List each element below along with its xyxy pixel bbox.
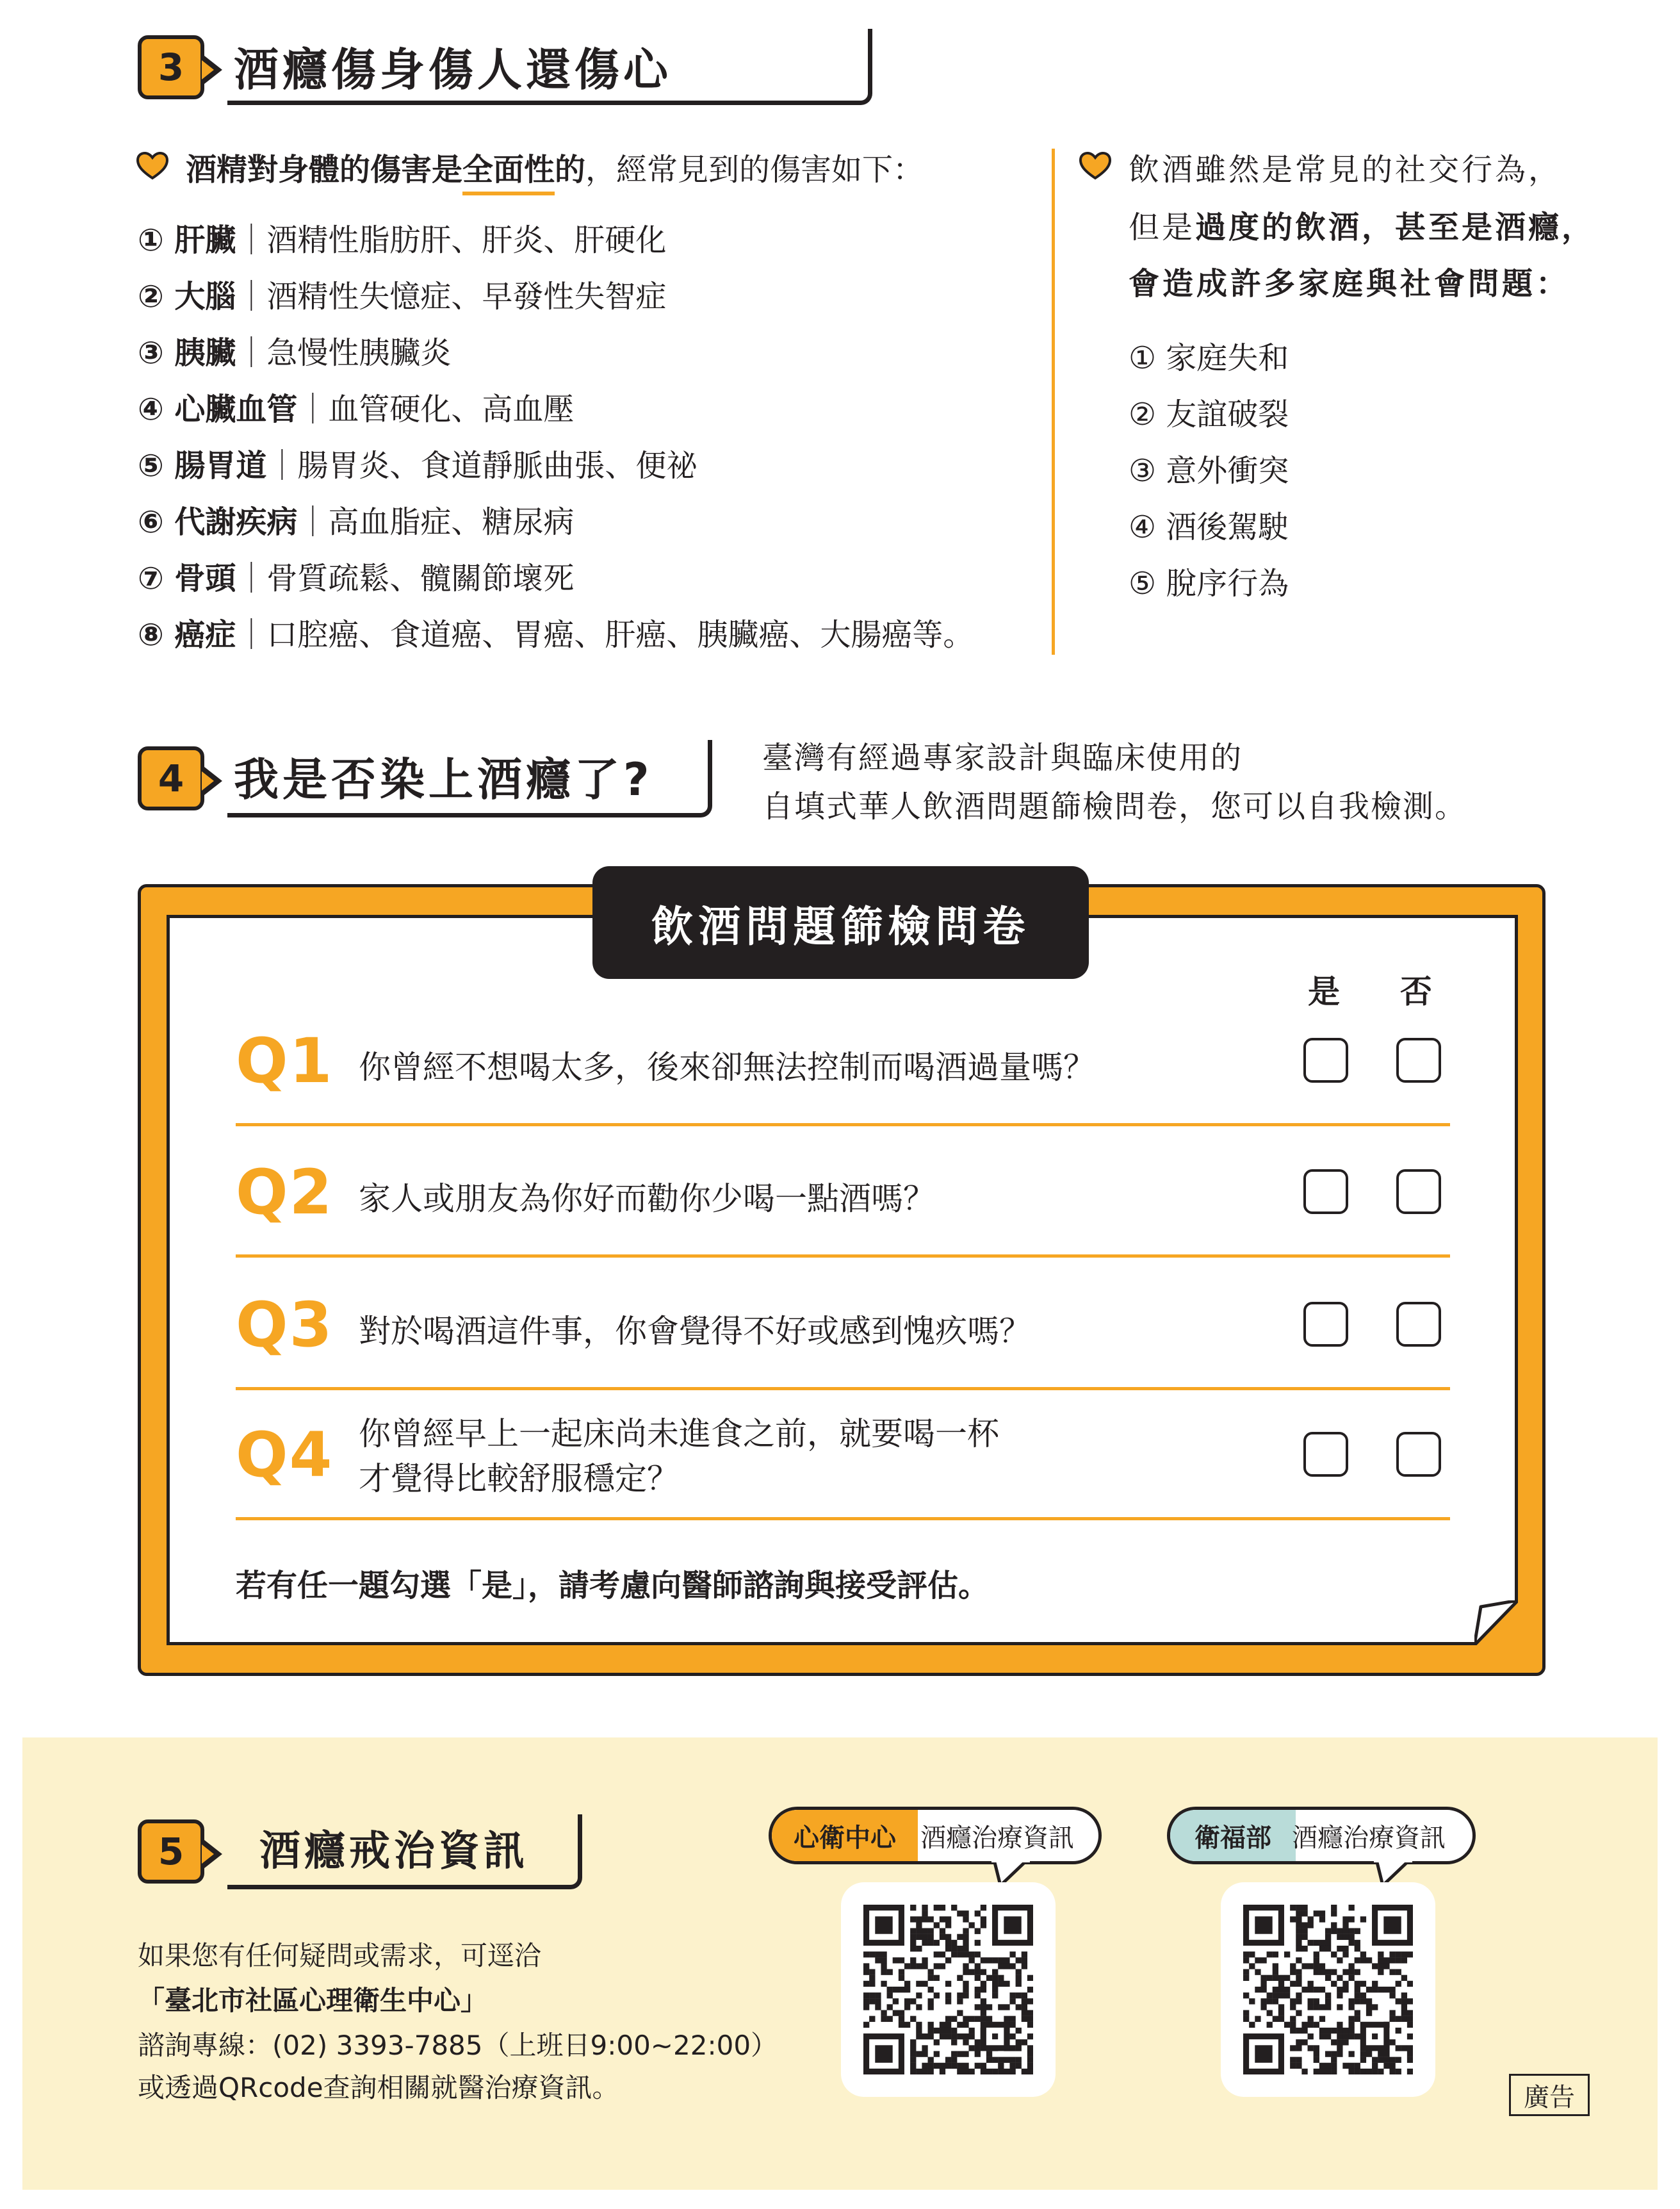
section-number: 4 (158, 757, 184, 800)
title-underline (227, 1814, 582, 1889)
social-problem-item: ⑤ 脫序行為 (1129, 566, 1289, 602)
contact-phone: 諮詢專線：(02) 3393-7885（上班日9:00~22:00） (138, 2030, 778, 2061)
harm-detail: 酒精性失憶症、早發性失智症 (266, 279, 667, 315)
questionnaire-footer-note: 若有任一題勾選「是」，請考慮向醫師諮詢與接受評估。 (236, 1568, 990, 1604)
harm-organ: ② 大腦 (138, 279, 236, 315)
harm-organ: ⑧ 癌症 (138, 617, 236, 653)
qr-code-icon[interactable] (1243, 1905, 1413, 2074)
harm-detail: 骨質疏鬆、髖關節壞死 (266, 561, 575, 596)
question-text-line2: 才覺得比較舒服穩定？ (359, 1460, 679, 1497)
social-heading-line2-pre: 但是 (1129, 209, 1196, 245)
ad-label: 廣告 (1509, 2074, 1590, 2116)
contact-center-name: 「臺北市社區心理衛生中心」 (138, 1985, 488, 2016)
question-text (359, 1173, 935, 1219)
question-number: Q3 (236, 1289, 334, 1361)
section-number-badge (138, 746, 204, 810)
arrow-icon (204, 56, 222, 84)
heart-icon (136, 151, 169, 181)
harm-organ: ① 肝臟 (138, 222, 236, 258)
harm-heading-bold3: 的 (555, 152, 586, 188)
page-curl-icon (1474, 1600, 1518, 1645)
contact-line4: 或透過QRcode查詢相關就醫治療資訊。 (138, 2072, 619, 2103)
harm-separator: ｜ (236, 561, 267, 596)
question-text (359, 1411, 999, 1501)
question-number: Q2 (236, 1156, 334, 1228)
harm-separator: ｜ (236, 222, 267, 258)
arrow-icon (204, 1840, 222, 1868)
qr-caption: 酒癮治療資訊 (1292, 1823, 1446, 1853)
questionnaire-intro-line2: 自填式華人飲酒問題篩檢問卷，您可以自我檢測。 (762, 789, 1467, 825)
question-number: Q4 (236, 1419, 334, 1491)
social-problem-item: ③ 意外衝突 (1129, 453, 1289, 489)
yes-checkbox[interactable] (1303, 1302, 1348, 1347)
harm-separator: ｜ (236, 279, 267, 315)
harm-organ: ⑦ 骨頭 (138, 561, 236, 596)
no-checkbox[interactable] (1396, 1169, 1441, 1214)
question-text (359, 1306, 1031, 1352)
arrow-icon (204, 767, 222, 795)
harm-separator: ｜ (297, 391, 329, 427)
question-divider (236, 1517, 1450, 1520)
body-harm-item (138, 554, 574, 598)
harm-detail: 高血脂症、糖尿病 (328, 504, 575, 540)
question-text-line1: 你曾經早上一起床尚未進食之前，就要喝一杯 (359, 1415, 999, 1452)
body-harm-item (138, 441, 697, 485)
section-title: 酒癮戒治資訊 (259, 1828, 528, 1875)
qr-source-tag: 衛福部 (1170, 1810, 1296, 1861)
title-underline (227, 29, 872, 105)
question-divider (236, 1123, 1450, 1126)
body-harm-item (138, 215, 666, 259)
no-checkbox[interactable] (1396, 1302, 1441, 1347)
qr-label-bubble-mental-health-center (769, 1807, 1102, 1864)
section-number-badge (138, 35, 204, 99)
yes-checkbox[interactable] (1303, 1169, 1348, 1214)
harm-detail: 腸胃炎、食道靜脈曲張、便祕 (297, 448, 697, 484)
harm-heading-bold1: 酒精對身體的傷害是 (186, 152, 463, 188)
body-harm-item (138, 328, 451, 372)
question-text-line1: 對於喝酒這件事，你會覺得不好或感到愧疚嗎？ (359, 1313, 1031, 1350)
harm-organ: ③ 胰臟 (138, 335, 236, 371)
qr-code-icon[interactable] (863, 1905, 1033, 2074)
harm-organ: ④ 心臟血管 (138, 391, 298, 427)
questionnaire-title-badge: 飲酒問題篩檢問卷 (592, 866, 1089, 979)
question-text-line1: 家人或朋友為你好而勸你少喝一點酒嗎？ (359, 1180, 935, 1217)
harm-detail: 酒精性脂肪肝、肝炎、肝硬化 (266, 222, 667, 258)
no-column-label: 否 (1400, 973, 1432, 1010)
harm-separator: ｜ (236, 617, 267, 653)
social-heading-line3: 會造成許多家庭與社會問題： (1129, 266, 1570, 302)
heart-icon (1079, 151, 1112, 181)
yes-checkbox[interactable] (1303, 1432, 1348, 1477)
harm-organ: ⑥ 代謝疾病 (138, 504, 298, 540)
section-number: 3 (158, 45, 184, 89)
harm-heading-rest: ，經常見到的傷害如下： (585, 152, 924, 188)
social-heading-line2 (1129, 202, 1595, 247)
column-divider (1052, 149, 1055, 655)
yes-checkbox[interactable] (1303, 1038, 1348, 1083)
section-number: 5 (158, 1830, 184, 1873)
question-divider (236, 1254, 1450, 1258)
question-divider (236, 1387, 1450, 1390)
qr-label-bubble-mohw (1167, 1807, 1476, 1864)
harm-heading (186, 145, 924, 189)
social-heading-line1: 飲酒雖然是常見的社交行為， (1129, 152, 1562, 188)
social-problem-item: ① 家庭失和 (1129, 340, 1289, 376)
harm-detail: 口腔癌、食道癌、胃癌、肝癌、胰臟癌、大腸癌等。 (266, 617, 974, 653)
questionnaire-card (167, 915, 1518, 1645)
no-checkbox[interactable] (1396, 1432, 1441, 1477)
yes-column-label: 是 (1308, 973, 1340, 1010)
section-number-badge (138, 1819, 204, 1884)
social-problem-item: ② 友誼破裂 (1129, 397, 1289, 432)
question-text-line1: 你曾經不想喝太多，後來卻無法控制而喝酒過量嗎？ (359, 1049, 1095, 1086)
body-harm-item (138, 497, 574, 541)
no-checkbox[interactable] (1396, 1038, 1441, 1083)
contact-line1: 如果您有任何疑問或需求，可逕洽 (138, 1940, 542, 1971)
question-number: Q1 (236, 1025, 334, 1097)
body-harm-item (138, 272, 666, 316)
harm-separator: ｜ (236, 335, 267, 371)
social-heading-line2-bold: 過度的飲酒，甚至是酒癮， (1195, 209, 1595, 245)
harm-heading-bold2: 全面性 (462, 152, 555, 195)
questionnaire-intro-line1: 臺灣有經過專家設計與臨床使用的 (762, 740, 1243, 776)
harm-detail: 血管硬化、高血壓 (328, 391, 575, 427)
harm-separator: ｜ (266, 448, 298, 484)
qr-source-tag: 心衛中心 (772, 1810, 918, 1861)
harm-organ: ⑤ 腸胃道 (138, 448, 267, 484)
section-title: 酒癮傷身傷人還傷心 (234, 44, 672, 96)
qr-caption: 酒癮治療資訊 (920, 1823, 1074, 1853)
section-title: 我是否染上酒癮了? (234, 753, 653, 806)
harm-separator: ｜ (297, 504, 329, 540)
body-harm-item (138, 610, 974, 654)
harm-detail: 急慢性胰臟炎 (266, 335, 452, 371)
title-underline (227, 740, 712, 817)
body-harm-item (138, 384, 574, 429)
social-problem-item: ④ 酒後駕駛 (1129, 509, 1289, 545)
question-text (359, 1042, 1095, 1088)
